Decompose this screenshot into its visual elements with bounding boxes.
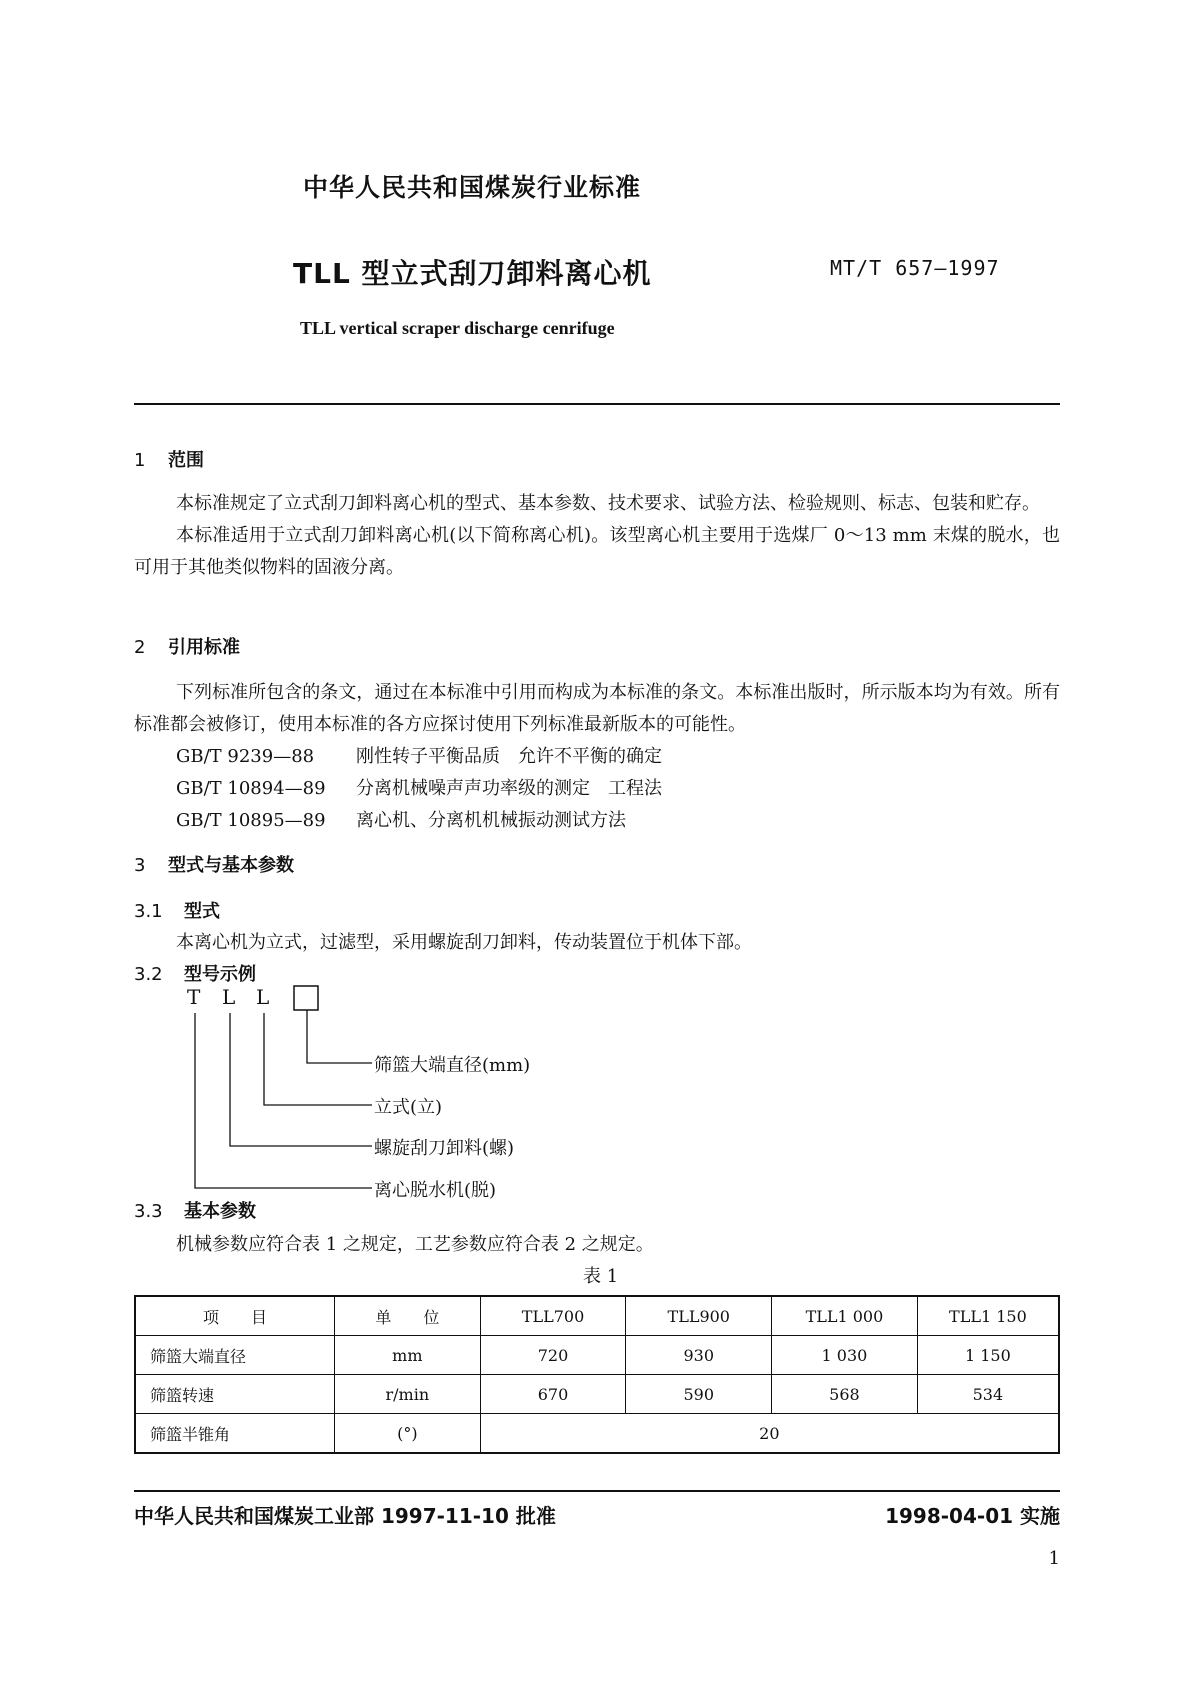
standard-org: 中华人民共和国煤炭行业标准 [303,173,642,202]
section-number: 3.2 [134,964,163,985]
section-number: 3 [134,855,146,876]
cell-value: 590 [626,1375,772,1414]
cell-item: 筛篮转速 [135,1375,335,1414]
section-title: 型号示例 [184,964,256,985]
table-row [135,1336,1059,1375]
cell-value: 534 [917,1375,1059,1414]
model-letter-l2: L [256,985,270,1009]
model-letter-t: T [187,985,201,1009]
standard-code: MT/T 657—1997 [830,256,1000,280]
section-3-3-heading [134,1197,256,1223]
table-row [135,1375,1059,1414]
header-item: 项 目 [135,1296,335,1336]
section-number: 1 [134,450,146,471]
header-tll1150: TLL1 150 [917,1296,1059,1336]
section-2-body [134,677,1060,741]
section-3-2-heading [134,960,256,986]
reference-code: GB/T 9239—88 [176,746,315,767]
effective-date: 1998-04-01 实施 [885,1504,1060,1528]
reference-code: GB/T 10895—89 [176,810,326,831]
section-number: 2 [134,637,146,658]
english-title: TLL vertical scraper discharge cenrifuge [300,318,615,338]
section-title: 型式 [184,901,220,922]
paragraph: 本标准适用于立式刮刀卸料离心机(以下简称离心机)。该型离心机主要用于选煤厂 0～13 mm 末煤的脱水，也可用于其他类似物料的固液分离。 [134,525,1060,578]
section-title: 范围 [168,450,204,471]
section-1-heading [134,446,204,472]
cell-value-merged: 20 [480,1414,1059,1454]
section-2-heading [134,633,240,659]
paragraph: 本标准规定了立式刮刀卸料离心机的型式、基本参数、技术要求、试验方法、检验规则、标志、包装和贮存。 [176,493,1040,514]
reference-item [176,741,662,773]
reference-item [176,773,662,805]
reference-name: 离心机、分离机机械振动测试方法 [356,810,626,831]
leader-l1 [230,1013,372,1146]
section-title: 基本参数 [184,1201,256,1222]
cell-value: 670 [480,1375,626,1414]
reference-list [176,741,662,837]
cell-value: 930 [626,1336,772,1375]
leader-t [195,1013,372,1188]
approval-line: 中华人民共和国煤炭工业部 1997-11-10 批准 [134,1504,556,1528]
section-1-body [134,488,1060,584]
reference-item [176,805,662,837]
designation-leader-lines [180,985,610,1195]
cell-item: 筛篮半锥角 [135,1414,335,1454]
reference-name: 分离机械噪声声功率级的测定 工程法 [356,778,662,799]
table-caption: 表 1 [583,1266,619,1287]
cell-item: 筛篮大端直径 [135,1336,335,1375]
header-rule [134,403,1060,405]
page-number: 1 [1048,1548,1060,1569]
cell-value: 568 [772,1375,918,1414]
section-3-1-heading [134,897,220,923]
cell-value: 1 150 [917,1336,1059,1375]
cell-value: 1 030 [772,1336,918,1375]
table-row [135,1414,1059,1454]
cell-value: 720 [480,1336,626,1375]
leader-box [307,1010,372,1063]
label-scraper-discharge: 螺旋刮刀卸料(螺) [374,1138,515,1159]
cell-unit: mm [335,1336,481,1375]
header-unit: 单 位 [335,1296,481,1336]
document-title: TLL 型立式刮刀卸料离心机 [293,257,652,290]
parameters-table [134,1295,1060,1454]
header-tll900: TLL900 [626,1296,772,1336]
label-centrifuge: 离心脱水机(脱) [374,1180,497,1201]
reference-name: 刚性转子平衡品质 允许不平衡的确定 [356,746,662,767]
label-vertical: 立式(立) [374,1097,443,1118]
size-placeholder-box [294,986,318,1010]
footer-rule [134,1490,1060,1492]
reference-code: GB/T 10894—89 [176,778,326,799]
model-designation-diagram [180,985,610,1201]
cell-unit: (°) [335,1414,481,1454]
table-header-row [135,1296,1059,1336]
paragraph: 下列标准所包含的条文，通过在本标准中引用而构成为本标准的条文。本标准出版时，所示版本均为有效。所有标准都会被修订，使用本标准的各方应探讨使用下列标准最新版本的可能性。 [134,682,1060,735]
section-3-3-text: 机械参数应符合表 1 之规定，工艺参数应符合表 2 之规定。 [176,1234,654,1255]
model-letter-l1: L [222,985,236,1009]
leader-l2 [264,1013,372,1105]
section-title: 引用标准 [168,637,240,658]
header-tll700: TLL700 [480,1296,626,1336]
section-number: 3.3 [134,1201,163,1222]
section-number: 3.1 [134,901,163,922]
cell-unit: r/min [335,1375,481,1414]
header-tll1000: TLL1 000 [772,1296,918,1336]
section-title: 型式与基本参数 [168,855,294,876]
section-3-1-text: 本离心机为立式，过滤型，采用螺旋刮刀卸料，传动装置位于机体下部。 [176,932,752,953]
section-3-heading [134,851,294,877]
label-basket-diameter: 筛篮大端直径(mm) [374,1055,531,1076]
